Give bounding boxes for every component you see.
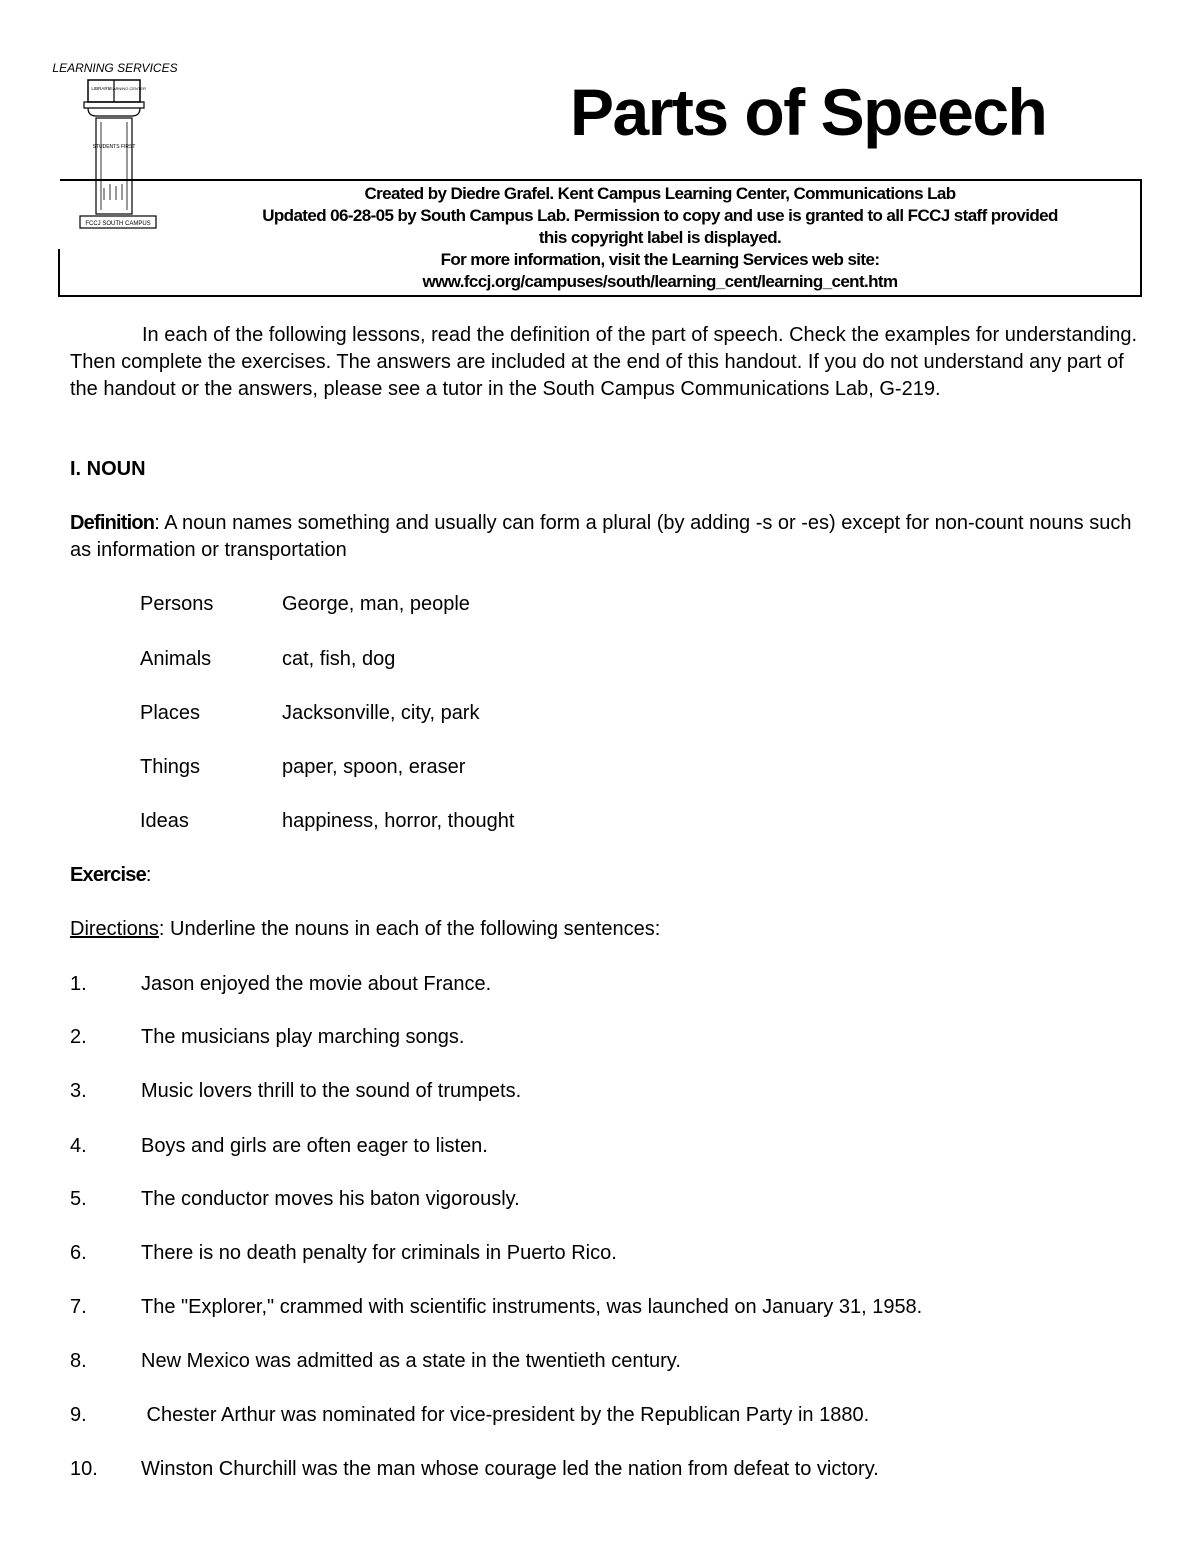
example-words: cat, fish, dog — [282, 648, 396, 670]
example-words: happiness, horror, thought — [282, 810, 515, 832]
directions-label: Directions — [70, 918, 159, 940]
definition-paragraph — [70, 510, 1140, 564]
credit-line-2: Updated 06-28-05 by South Campus Lab. Permission to copy and use is granted to all FCCJ staff provided — [262, 206, 1058, 225]
svg-text:FCCJ SOUTH CAMPUS: FCCJ SOUTH CAMPUS — [85, 221, 151, 227]
item-number: 4. — [70, 1135, 87, 1157]
item-number: 7. — [70, 1296, 87, 1318]
credit-line-4: For more information, visit the Learning Services web site: — [440, 250, 880, 269]
example-category: Animals — [140, 648, 212, 670]
item-number: 3. — [70, 1080, 87, 1102]
example-words: paper, spoon, eraser — [282, 756, 466, 778]
intro-paragraph: In each of the following lessons, read the definition of the part of speech. Check the examples for understanding. Then complete the exercises. The answers are included at the end of this handout. If you do not understand any part of the handout or the answers, please see a tutor in the South Campus Communications Lab, G-219. — [70, 324, 1138, 400]
item-number: 8. — [70, 1350, 87, 1372]
example-words: George, man, people — [282, 593, 470, 615]
item-number: 1. — [70, 973, 87, 995]
item-sentence: The "Explorer," crammed with scientific instruments, was launched on January 31, 1958. — [141, 1296, 923, 1318]
example-category: Persons — [140, 593, 214, 615]
item-sentence: Boys and girls are often eager to listen. — [141, 1135, 488, 1157]
item-number: 5. — [70, 1188, 87, 1210]
definition-label: Definition — [70, 512, 155, 534]
credit-line-5: www.fccj.org/campuses/south/learning_cent/learning_cent.htm — [422, 272, 898, 291]
copyright-box — [60, 179, 1142, 297]
item-sentence: The conductor moves his baton vigorously. — [141, 1188, 520, 1210]
item-sentence: New Mexico was admitted as a state in the twentieth century. — [141, 1350, 681, 1372]
page-title: Parts of Speech — [570, 75, 1047, 149]
item-sentence: There is no death penalty for criminals in Puerto Rico. — [141, 1242, 617, 1264]
svg-text:LIBRARY: LIBRARY — [91, 86, 111, 91]
directions-line — [70, 917, 660, 941]
item-sentence: Jason enjoyed the movie about France. — [141, 973, 492, 995]
example-category: Ideas — [140, 810, 189, 832]
example-words: Jacksonville, city, park — [282, 702, 480, 724]
credit-line-3: this copyright label is displayed. — [538, 228, 782, 247]
item-sentence: Winston Churchill was the man whose courage led the nation from defeat to victory. — [141, 1458, 879, 1480]
example-category: Things — [140, 756, 201, 778]
definition-text: : A noun names something and usually can form a plural (by adding -s or -es) except for non-count nouns such as information or transportation — [70, 512, 1132, 561]
item-sentence: The musicians play marching songs. — [141, 1026, 465, 1048]
item-number: 10. — [70, 1458, 98, 1480]
logo-pillar-text: STUDENTS FIRST — [92, 144, 136, 150]
directions-text: : Underline the nouns in each of the following sentences: — [158, 918, 661, 940]
section-heading: I. NOUN — [70, 458, 146, 480]
exercise-label: Exercise — [70, 864, 146, 886]
item-sentence: Music lovers thrill to the sound of trumpets. — [141, 1080, 522, 1102]
logo-arc-text: LEARNING SERVICES — [52, 61, 178, 75]
item-number: 6. — [70, 1242, 87, 1264]
item-number: 9. — [70, 1404, 87, 1426]
item-sentence: Chester Arthur was nominated for vice-president by the Republican Party in 1880. — [141, 1404, 870, 1426]
exercise-heading: Exercise: — [70, 864, 152, 886]
example-category: Places — [140, 702, 201, 724]
credit-line-1: Created by Diedre Grafel. Kent Campus Learning Center, Communications Lab — [364, 184, 956, 203]
svg-text:LEARNING CENTER: LEARNING CENTER — [107, 86, 147, 91]
item-number: 2. — [70, 1026, 87, 1048]
